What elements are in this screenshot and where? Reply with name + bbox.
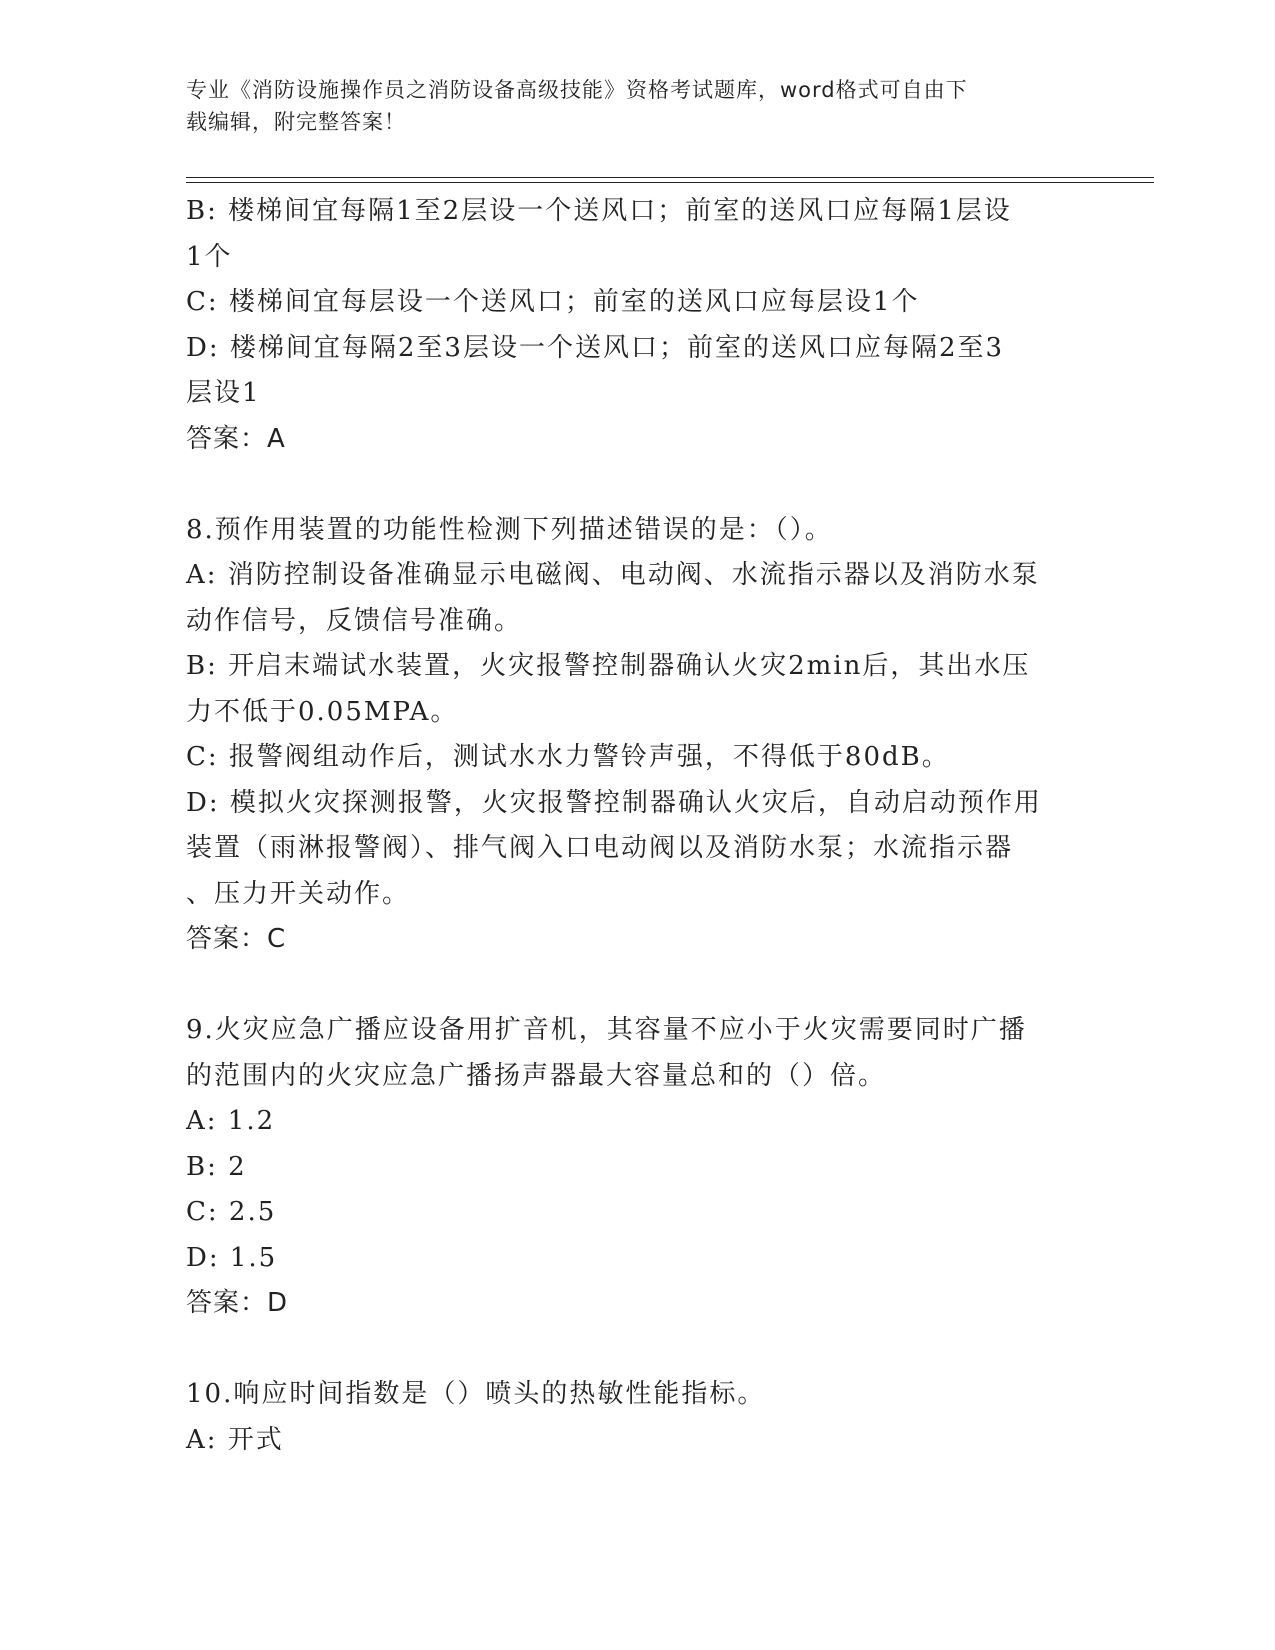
option-b: B: 楼梯间宜每隔1至2层设一个送风口；前室的送风口应每隔1层设 [186,196,1012,226]
answer: 答案：C [186,924,287,954]
question-stem: 8.预作用装置的功能性检测下列描述错误的是：（）。 [186,514,833,545]
option-b-cont: 力不低于0.05MPA。 [186,696,459,727]
answer: 答案：A [186,423,286,454]
question-9 [186,1008,1066,1327]
option-d-cont: 、压力开关动作。 [186,878,411,909]
spacer [186,1327,1066,1373]
option-d-cont: 层设1 [186,378,261,408]
document-header [186,74,1066,138]
option-a: A: 消防控制设备准确显示电磁阀、电动阀、水流指示器以及消防水泵 [186,560,1040,590]
option-a: A: 1.2 [186,1106,276,1136]
question-stem-cont: 的范围内的火灾应急广播扬声器最大容量总和的（）倍。 [186,1060,887,1091]
question-stem: 9.火灾应急广播应设备用扩音机，其容量不应小于火灾需要同时广播 [186,1015,1027,1045]
option-a: A: 开式 [186,1424,284,1455]
question-10 [186,1372,1066,1463]
header-divider [186,177,1154,178]
option-d: D: 楼梯间宜每隔2至3层设一个送风口；前室的送风口应每隔2至3 [186,332,1005,363]
question-8 [186,508,1066,963]
option-b-cont: 1个 [186,241,233,272]
answer: 答案：D [186,1288,289,1318]
header-divider [186,182,1154,183]
question-stem: 10.响应时间指数是（）喷头的热敏性能指标。 [186,1379,766,1409]
option-a-cont: 动作信号，反馈信号准确。 [186,605,523,636]
option-c: C: 报警阀组动作后，测试水水力警铃声强，不得低于80dB。 [186,742,950,772]
option-b: B: 开启末端试水装置，火灾报警控制器确认火灾2min后，其出水压 [186,651,1031,681]
spacer [186,462,1066,508]
spacer [186,963,1066,1009]
header-line: 载编辑，附完整答案！ [186,110,406,134]
option-d: D: 1.5 [186,1242,278,1273]
option-d-cont: 装置（雨淋报警阀）、排气阀入口电动阀以及消防水泵；水流指示器 [186,833,1014,863]
option-b: B: 2 [186,1151,247,1182]
option-c: C: 2.5 [186,1197,277,1227]
question-7 [186,189,1066,462]
header-line: 专业《消防设施操作员之消防设备高级技能》资格考试题库，word格式可自由下 [186,78,968,102]
option-c: C: 楼梯间宜每层设一个送风口；前室的送风口应每层设1个 [186,287,920,317]
option-d: D: 模拟火灾探测报警，火灾报警控制器确认火灾后，自动启动预作用 [186,787,1042,818]
question-list [186,189,1066,1463]
